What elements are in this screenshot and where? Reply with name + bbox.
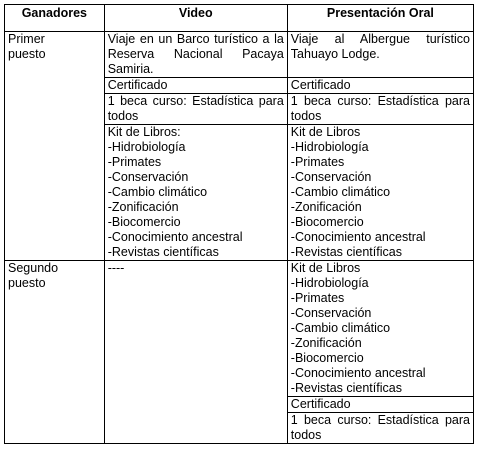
kit-title: Kit de Libros bbox=[290, 261, 361, 275]
kit-item: -Revistas científicas bbox=[290, 381, 402, 395]
kit-item: -Primates bbox=[290, 291, 345, 305]
header-ganadores: Ganadores bbox=[5, 5, 105, 32]
kit-item: -Conocimiento ancestral bbox=[290, 366, 426, 380]
awards-table bbox=[4, 4, 474, 444]
header-row bbox=[5, 5, 474, 32]
kit-item: -Cambio climático bbox=[107, 185, 208, 199]
segundo-kit-row bbox=[5, 261, 474, 397]
primer-oral-beca: 1 beca curso: Estadística para todos bbox=[287, 94, 473, 125]
kit-title: Kit de Libros bbox=[290, 125, 361, 139]
kit-item: -Biocomercio bbox=[107, 215, 181, 229]
kit-item: -Revistas científicas bbox=[107, 245, 219, 259]
kit-item: -Zonificación bbox=[290, 336, 362, 350]
primer-trip-row bbox=[5, 32, 474, 78]
kit-item: -Conocimiento ancestral bbox=[290, 230, 426, 244]
primer-puesto-label: Primer puesto bbox=[5, 32, 105, 261]
primer-oral-kit bbox=[287, 125, 473, 261]
kit-item: -Cambio climático bbox=[290, 185, 391, 199]
kit-item: -Hidrobiología bbox=[290, 276, 369, 290]
kit-item: -Hidrobiología bbox=[290, 140, 369, 154]
kit-item: -Biocomercio bbox=[290, 215, 364, 229]
primer-video-beca: 1 beca curso: Estadística para todos bbox=[104, 94, 287, 125]
kit-item: -Primates bbox=[290, 155, 345, 169]
primer-oral-certificado: Certificado bbox=[287, 78, 473, 94]
kit-item: -Zonificación bbox=[290, 200, 362, 214]
segundo-oral-certificado: Certificado bbox=[287, 397, 473, 413]
segundo-puesto-label: Segundo puesto bbox=[5, 261, 105, 444]
kit-item: -Biocomercio bbox=[290, 351, 364, 365]
kit-item: -Cambio climático bbox=[290, 321, 391, 335]
header-presentacion-oral: Presentación Oral bbox=[287, 5, 473, 32]
kit-item: -Conocimiento ancestral bbox=[107, 230, 243, 244]
primer-oral-trip: Viaje al Albergue turístico Tahuayo Lodge. bbox=[287, 32, 473, 78]
segundo-oral-kit bbox=[287, 261, 473, 397]
kit-item: -Primates bbox=[107, 155, 162, 169]
segundo-oral-beca: 1 beca curso: Estadística para todos bbox=[287, 413, 473, 444]
header-video: Video bbox=[104, 5, 287, 32]
kit-title: Kit de Libros: bbox=[107, 125, 181, 139]
kit-item: -Conservación bbox=[290, 306, 372, 320]
kit-item: -Zonificación bbox=[107, 200, 179, 214]
primer-video-certificado: Certificado bbox=[104, 78, 287, 94]
kit-item: -Hidrobiología bbox=[107, 140, 186, 154]
kit-item: -Conservación bbox=[290, 170, 372, 184]
primer-video-kit bbox=[104, 125, 287, 261]
segundo-video-empty: ---- bbox=[104, 261, 287, 444]
kit-item: -Conservación bbox=[107, 170, 189, 184]
primer-video-trip: Viaje en un Barco turístico a la Reserva Nacional Pacaya Samiria. bbox=[104, 32, 287, 78]
kit-item: -Revistas científicas bbox=[290, 245, 402, 259]
